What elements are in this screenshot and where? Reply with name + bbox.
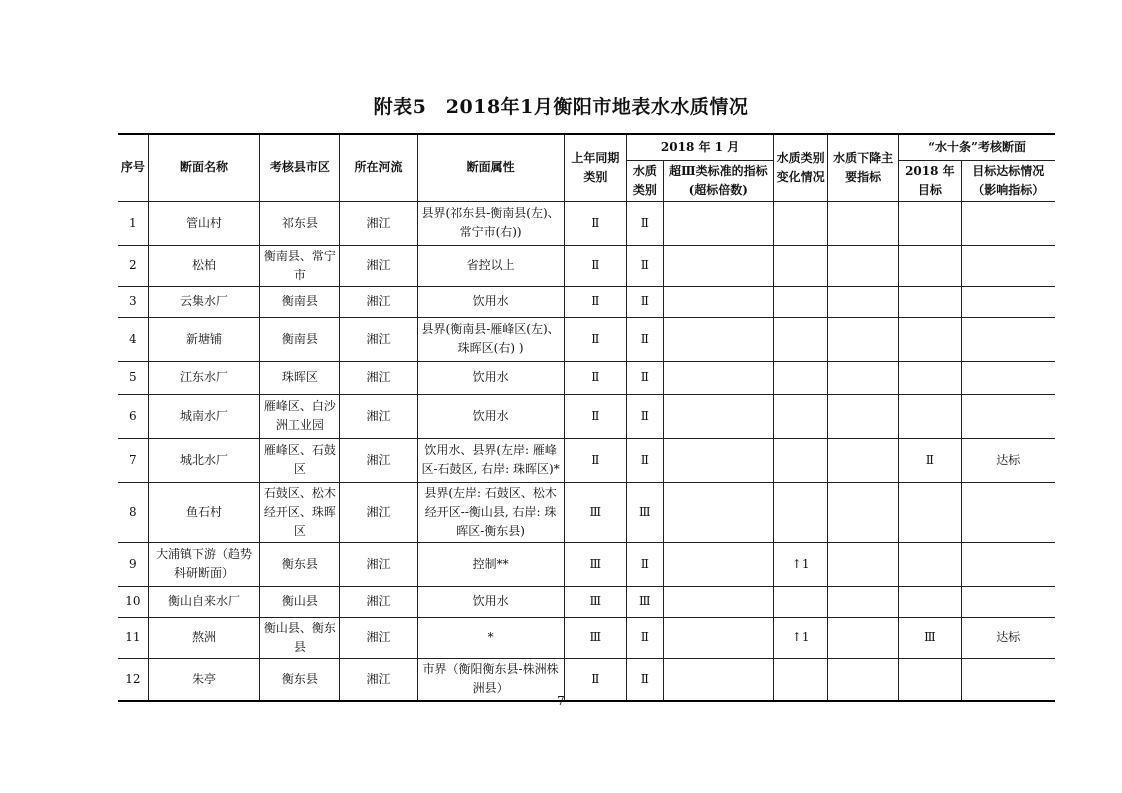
header-target-2018: 2018 年目标 [899, 160, 962, 201]
cell-county: 衡山县 [260, 586, 340, 617]
cell-name: 熬洲 [148, 617, 260, 658]
cell-attr: 县界(左岸: 石鼓区、松木经开区--衡山县, 右岸: 珠晖区-衡东县) [417, 482, 564, 542]
cell-target [899, 586, 962, 617]
cell-class: Ⅱ [627, 201, 663, 245]
cell-target [899, 394, 962, 438]
cell-seq: 1 [118, 201, 148, 245]
cell-status [961, 317, 1055, 361]
cell-status [961, 482, 1055, 542]
cell-attr: 饮用水 [417, 394, 564, 438]
cell-attr: 饮用水 [417, 586, 564, 617]
cell-attr: 县界(衡南县-雁峰区(左)、珠晖区(右) ) [417, 317, 564, 361]
cell-class: Ⅱ [627, 286, 663, 317]
cell-river: 湘江 [340, 482, 417, 542]
cell-class: Ⅱ [627, 658, 663, 701]
cell-name: 衡山自来水厂 [148, 586, 260, 617]
header-decline: 水质下降主要指标 [828, 134, 899, 201]
cell-target: Ⅲ [899, 617, 962, 658]
header-attribute: 断面属性 [417, 134, 564, 201]
cell-seq: 3 [118, 286, 148, 317]
cell-county: 衡东县 [260, 658, 340, 701]
cell-change [774, 438, 828, 482]
cell-last: Ⅲ [564, 542, 627, 586]
cell-target [899, 201, 962, 245]
header-county: 考核县市区 [260, 134, 340, 201]
cell-change [774, 482, 828, 542]
cell-class: Ⅱ [627, 542, 663, 586]
header-month-exceed: 超Ⅲ类标准的指标(超标倍数) [663, 160, 773, 201]
cell-class: Ⅱ [627, 317, 663, 361]
cell-change: ↑1 [774, 617, 828, 658]
header-month-group: 2018 年 1 月 [627, 134, 774, 160]
cell-class: Ⅲ [627, 482, 663, 542]
cell-last: Ⅱ [564, 658, 627, 701]
cell-attr: 市界（衡阳衡东县-株洲株洲县） [417, 658, 564, 701]
table-row [118, 361, 1055, 394]
cell-river: 湘江 [340, 286, 417, 317]
cell-class: Ⅱ [627, 617, 663, 658]
header-ten-group: “水十条”考核断面 [899, 134, 1055, 160]
cell-decline [828, 286, 899, 317]
cell-county: 祁东县 [260, 201, 340, 245]
cell-decline [828, 361, 899, 394]
cell-exceed [663, 317, 773, 361]
cell-decline [828, 438, 899, 482]
cell-exceed [663, 482, 773, 542]
cell-status [961, 245, 1055, 286]
table-row [118, 394, 1055, 438]
cell-status: 达标 [961, 438, 1055, 482]
cell-status [961, 586, 1055, 617]
cell-exceed [663, 286, 773, 317]
cell-change [774, 286, 828, 317]
cell-attr: * [417, 617, 564, 658]
cell-target [899, 361, 962, 394]
header-last-year: 上年同期类别 [564, 134, 627, 201]
cell-river: 湘江 [340, 586, 417, 617]
cell-seq: 2 [118, 245, 148, 286]
cell-river: 湘江 [340, 438, 417, 482]
cell-county: 珠晖区 [260, 361, 340, 394]
cell-exceed [663, 617, 773, 658]
cell-name: 松柏 [148, 245, 260, 286]
cell-last: Ⅱ [564, 317, 627, 361]
cell-county: 石鼓区、松木经开区、珠晖区 [260, 482, 340, 542]
cell-seq: 6 [118, 394, 148, 438]
cell-target [899, 245, 962, 286]
cell-seq: 7 [118, 438, 148, 482]
page-title: 附表5 2018年1月衡阳市地表水水质情况 [373, 96, 749, 118]
header-change: 水质类别变化情况 [774, 134, 828, 201]
header-seq: 序号 [118, 134, 148, 201]
page-number: 7 [557, 694, 565, 708]
header-river: 所在河流 [340, 134, 417, 201]
cell-last: Ⅱ [564, 361, 627, 394]
cell-exceed [663, 201, 773, 245]
cell-change [774, 201, 828, 245]
cell-attr: 县界(祁东县-衡南县(左)、常宁市(右)) [417, 201, 564, 245]
cell-seq: 9 [118, 542, 148, 586]
cell-name: 管山村 [148, 201, 260, 245]
cell-decline [828, 586, 899, 617]
cell-status [961, 286, 1055, 317]
cell-exceed [663, 542, 773, 586]
cell-river: 湘江 [340, 394, 417, 438]
cell-decline [828, 394, 899, 438]
cell-county: 衡南县、常宁市 [260, 245, 340, 286]
cell-name: 朱亭 [148, 658, 260, 701]
cell-last: Ⅲ [564, 482, 627, 542]
cell-class: Ⅲ [627, 586, 663, 617]
header-section: 断面名称 [148, 134, 260, 201]
cell-target [899, 286, 962, 317]
cell-county: 衡南县 [260, 317, 340, 361]
cell-last: Ⅱ [564, 201, 627, 245]
cell-class: Ⅱ [627, 438, 663, 482]
cell-decline [828, 317, 899, 361]
cell-status [961, 394, 1055, 438]
cell-last: Ⅱ [564, 286, 627, 317]
cell-river: 湘江 [340, 317, 417, 361]
header-month-class: 水质类别 [627, 160, 663, 201]
cell-attr: 控制** [417, 542, 564, 586]
table-row [118, 617, 1055, 658]
cell-change [774, 586, 828, 617]
cell-county: 衡南县 [260, 286, 340, 317]
cell-status [961, 201, 1055, 245]
cell-status [961, 361, 1055, 394]
header-target-status: 目标达标情况（影响指标） [961, 160, 1055, 201]
cell-name: 城北水厂 [148, 438, 260, 482]
cell-attr: 省控以上 [417, 245, 564, 286]
cell-target [899, 317, 962, 361]
cell-decline [828, 617, 899, 658]
cell-decline [828, 542, 899, 586]
cell-seq: 12 [118, 658, 148, 701]
cell-name: 新塘铺 [148, 317, 260, 361]
cell-class: Ⅱ [627, 245, 663, 286]
table-row [118, 438, 1055, 482]
cell-county: 衡山县、衡东县 [260, 617, 340, 658]
cell-name: 江东水厂 [148, 361, 260, 394]
cell-last: Ⅲ [564, 586, 627, 617]
cell-exceed [663, 394, 773, 438]
cell-change [774, 361, 828, 394]
cell-target: Ⅱ [899, 438, 962, 482]
cell-last: Ⅱ [564, 438, 627, 482]
cell-river: 湘江 [340, 201, 417, 245]
table-row [118, 542, 1055, 586]
cell-exceed [663, 361, 773, 394]
cell-name: 城南水厂 [148, 394, 260, 438]
cell-river: 湘江 [340, 658, 417, 701]
cell-decline [828, 245, 899, 286]
cell-class: Ⅱ [627, 361, 663, 394]
table-row [118, 317, 1055, 361]
cell-seq: 11 [118, 617, 148, 658]
table-row [118, 286, 1055, 317]
cell-exceed [663, 586, 773, 617]
cell-river: 湘江 [340, 542, 417, 586]
cell-last: Ⅱ [564, 245, 627, 286]
cell-river: 湘江 [340, 361, 417, 394]
cell-last: Ⅲ [564, 617, 627, 658]
table-row [118, 201, 1055, 245]
cell-seq: 10 [118, 586, 148, 617]
cell-change: ↑1 [774, 542, 828, 586]
cell-attr: 饮用水、县界(左岸: 雁峰区-石鼓区, 右岸: 珠晖区)* [417, 438, 564, 482]
cell-status [961, 542, 1055, 586]
cell-county: 雁峰区、石鼓区 [260, 438, 340, 482]
cell-change [774, 317, 828, 361]
cell-change [774, 245, 828, 286]
cell-target [899, 542, 962, 586]
cell-decline [828, 201, 899, 245]
cell-last: Ⅱ [564, 394, 627, 438]
cell-exceed [663, 245, 773, 286]
cell-name: 大浦镇下游（趋势科研断面） [148, 542, 260, 586]
cell-class: Ⅱ [627, 394, 663, 438]
cell-river: 湘江 [340, 617, 417, 658]
cell-name: 鱼石村 [148, 482, 260, 542]
table-row [118, 245, 1055, 286]
cell-exceed [663, 438, 773, 482]
cell-target [899, 482, 962, 542]
cell-attr: 饮用水 [417, 286, 564, 317]
cell-seq: 4 [118, 317, 148, 361]
cell-status: 达标 [961, 617, 1055, 658]
cell-change [774, 394, 828, 438]
table-row [118, 586, 1055, 617]
table-row [118, 482, 1055, 542]
cell-decline [828, 482, 899, 542]
cell-county: 衡东县 [260, 542, 340, 586]
cell-name: 云集水厂 [148, 286, 260, 317]
cell-river: 湘江 [340, 245, 417, 286]
cell-attr: 饮用水 [417, 361, 564, 394]
cell-seq: 5 [118, 361, 148, 394]
cell-seq: 8 [118, 482, 148, 542]
cell-county: 雁峰区、白沙洲工业园 [260, 394, 340, 438]
water-quality-table [118, 133, 1055, 702]
